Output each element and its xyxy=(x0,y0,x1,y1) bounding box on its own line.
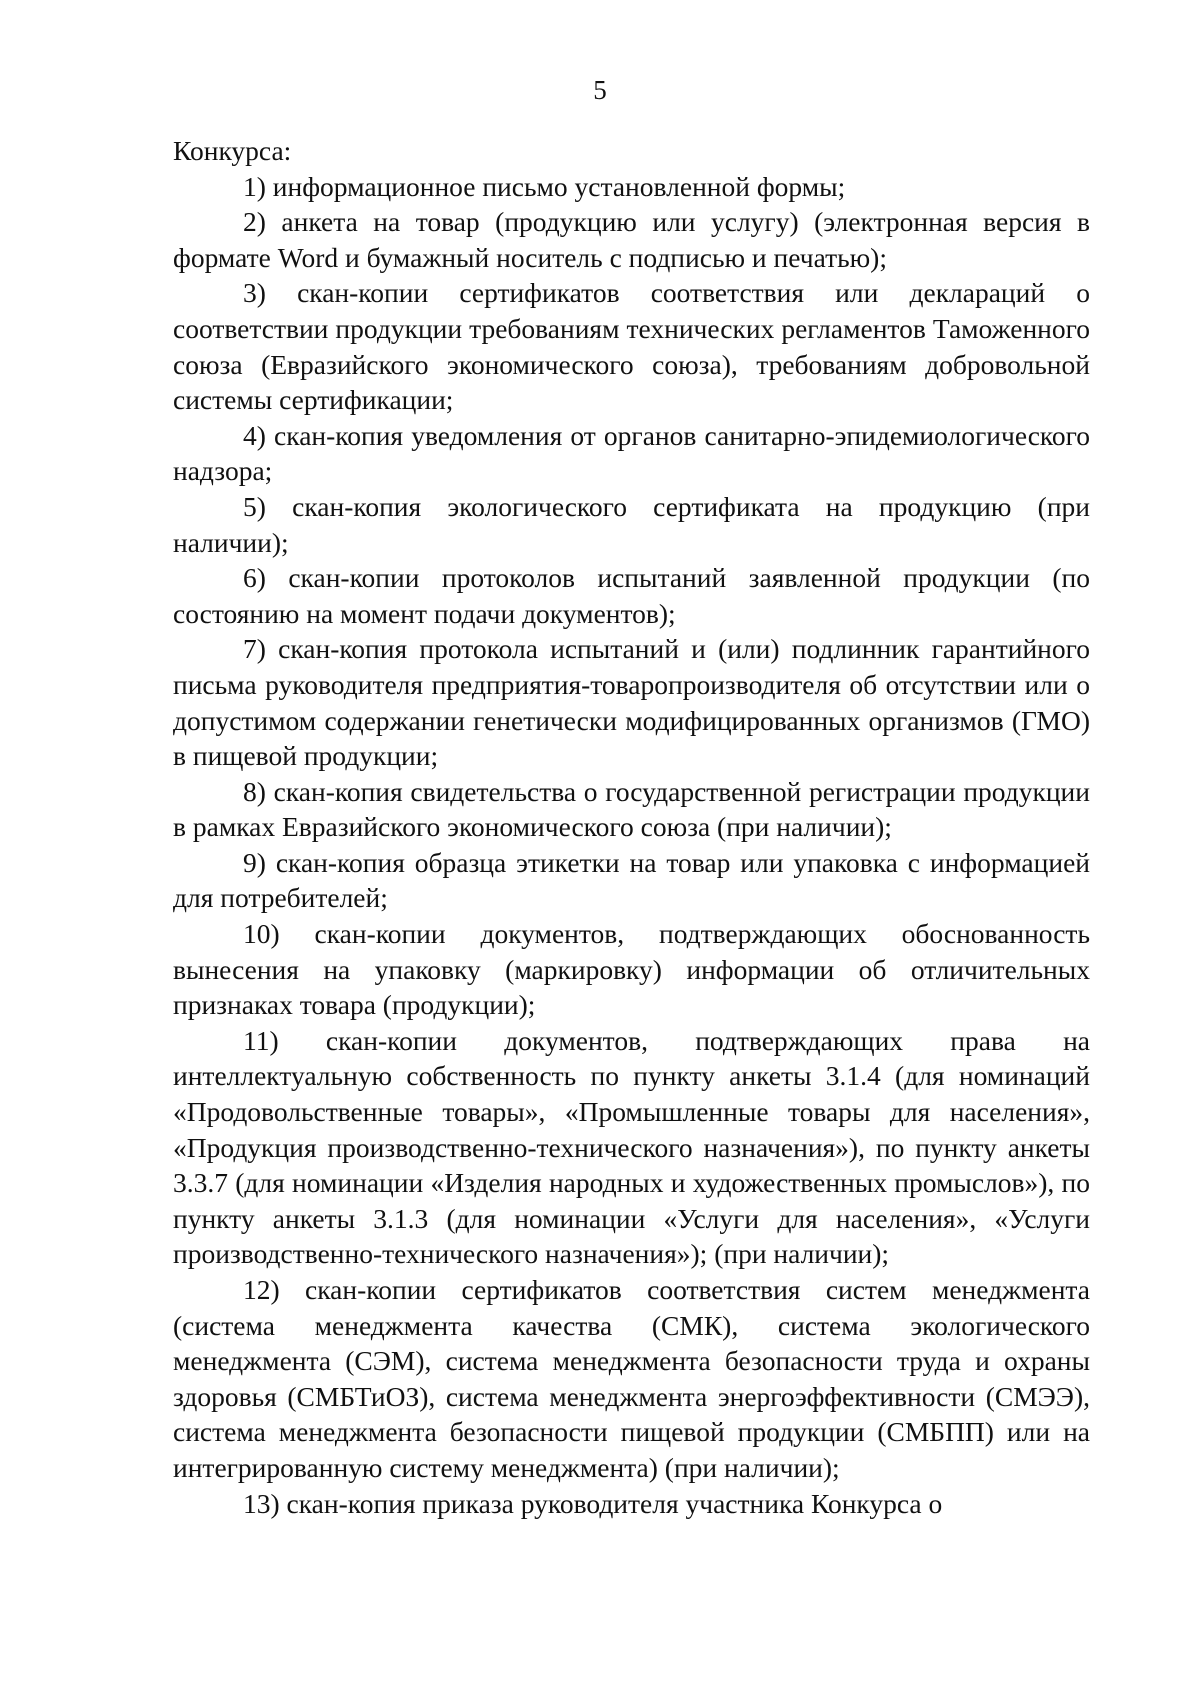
document-body xyxy=(173,133,1090,1521)
list-item-13: 13) скан-копия приказа руководителя участника Конкурса о xyxy=(243,1487,943,1519)
list-item-3: 3) скан-копии сертификатов соответствия или деклараций о соответствии продукции требованиям технических регламентов Таможенного союза (Евразийского экономического союза), требованиям добровольной системы сертификации; xyxy=(173,277,1090,416)
list-item-5: 5) скан-копия экологического сертификата на продукцию (при наличии); xyxy=(173,490,1090,558)
page-number: 5 xyxy=(593,75,607,105)
list-item-10: 10) скан-копии документов, подтверждающих обоснованность вынесения на упаковку (маркировку) информации об отличительных признаках товара (продукции); xyxy=(173,918,1090,1021)
list-item-2: 2) анкета на товар (продукцию или услугу) (электронная версия в формате Word и бумажный носитель с подписью и печатью); xyxy=(173,206,1090,273)
list-item-8: 8) скан-копия свидетельства о государственной регистрации продукции в рамках Евразийского экономического союза (при наличии); xyxy=(173,775,1090,843)
list-item-1: 1) информационное письмо установленной формы; xyxy=(243,170,846,202)
list-item-6: 6) скан-копии протоколов испытаний заявленной продукции (по состоянию на момент подачи документов); xyxy=(173,562,1090,629)
list-item-11: 11) скан-копии документов, подтверждающих права на интеллектуальную собственность по пункту анкеты 3.1.4 (для номинаций «Продовольственные товары», «Промышленные товары для населения», «Продукция производственно-технического назначения»), по пункту анкеты 3.3.7 (для номинации «Изделия народных и художественных промыслов»), по пункту анкеты 3.1.3 (для номинации «Услуги для населения», «Услуги производственно-технического назначения»); (при наличии); xyxy=(173,1024,1090,1270)
lead-text: Конкурса: xyxy=(173,135,292,166)
list-item-9: 9) скан-копия образца этикетки на товар или упаковка с информацией для потребителей; xyxy=(173,846,1090,914)
list-item-12: 12) скан-копии сертификатов соответствия систем менеджмента (система менеджмента качества (СМК), система экологического менеджмента (СЭМ), система менеджмента безопасности труда и охраны здоровья (СМБТиОЗ), система менеджмента энергоэффективности (СМЭЭ), система менеджмента безопасности пищевой продукции (СМБПП) или на интегрированную систему менеджмента) (при наличии); xyxy=(173,1274,1090,1483)
list-item-7: 7) скан-копия протокола испытаний и (или) подлинник гарантийного письма руководителя предприятия-товаропроизводителя об отсутствии или о допустимом содержании генетически модифицированных организмов (ГМО) в пищевой продукции; xyxy=(173,633,1090,772)
list-item-4: 4) скан-копия уведомления от органов санитарно-эпидемиологического надзора; xyxy=(173,419,1090,487)
